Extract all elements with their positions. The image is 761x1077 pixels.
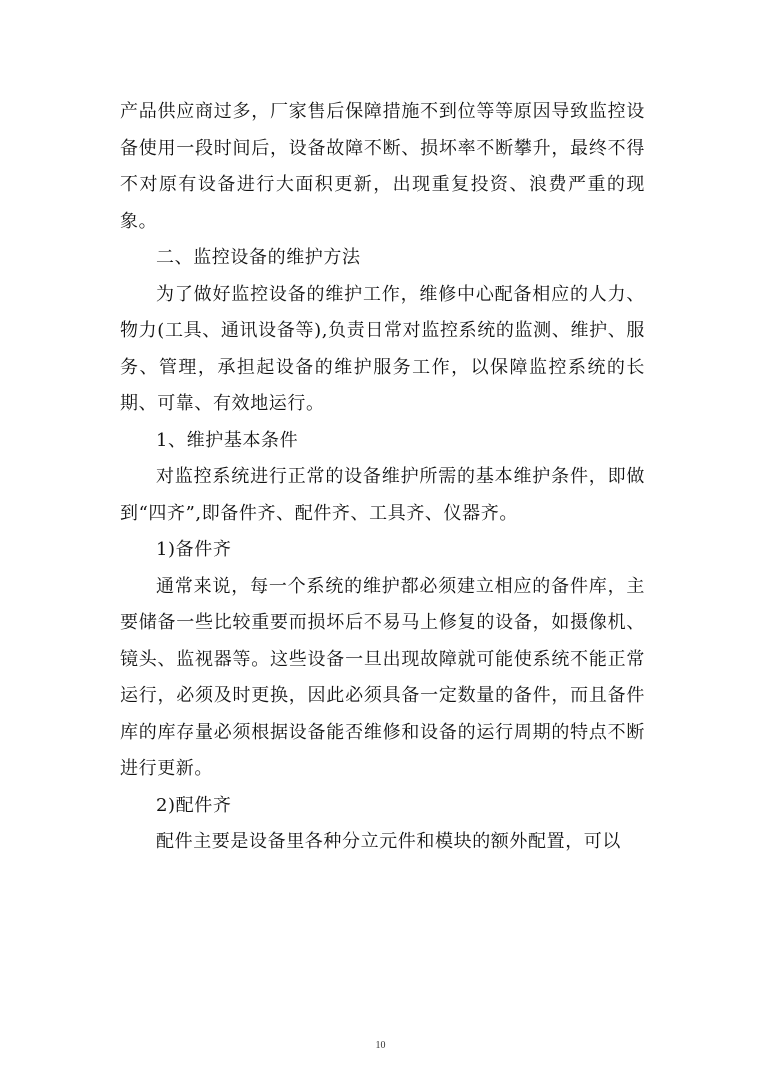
paragraph-continuation: 产品供应商过多，厂家售后保障措施不到位等等原因导致监控设备使用一段时间后，设备故障不断、损坏率不断攀升，最终不得不对原有设备进行大面积更新，出现重复投资、浪费严重的现象。 <box>120 101 645 232</box>
paragraph-maintenance-overview: 为了做好监控设备的维护工作，维修中心配备相应的人力、物力(工具、通讯设备等),负责日常对监控系统的监测、维护、服务、管理，承担起设备的维护服务工作，以保障监控系统的长期、可靠、有效地运行。 <box>120 283 645 414</box>
paragraph-spare-parts: 通常来说，每一个系统的维护都必须建立相应的备件库，主要储备一些比较重要而损坏后不易马上修复的设备，如摄像机、镜头、监视器等。这些设备一旦出现故障就可能使系统不能正常运行，必须及时更换，因此必须具备一定数量的备件，而且备件库的库存量必须根据设备能否维修和设备的运行周期的特点不断进行更新。 <box>120 575 645 779</box>
subsection-heading-basic-conditions: 1、维护基本条件 <box>156 429 299 451</box>
page-number: 10 <box>375 1040 386 1051</box>
section-heading-maintenance-methods: 二、监控设备的维护方法 <box>156 247 361 268</box>
paragraph-accessories: 配件主要是设备里各种分立元件和模块的额外配置，可以 <box>156 831 621 852</box>
item-heading-accessories: 2)配件齐 <box>156 794 232 816</box>
item-heading-spare-parts: 1)备件齐 <box>156 539 232 560</box>
paragraph-four-complete: 对监控系统进行正常的设备维护所需的基本维护条件，即做到“四齐”,即备件齐、配件齐、工具齐、仪器齐。 <box>120 466 645 524</box>
page-content <box>120 94 645 861</box>
